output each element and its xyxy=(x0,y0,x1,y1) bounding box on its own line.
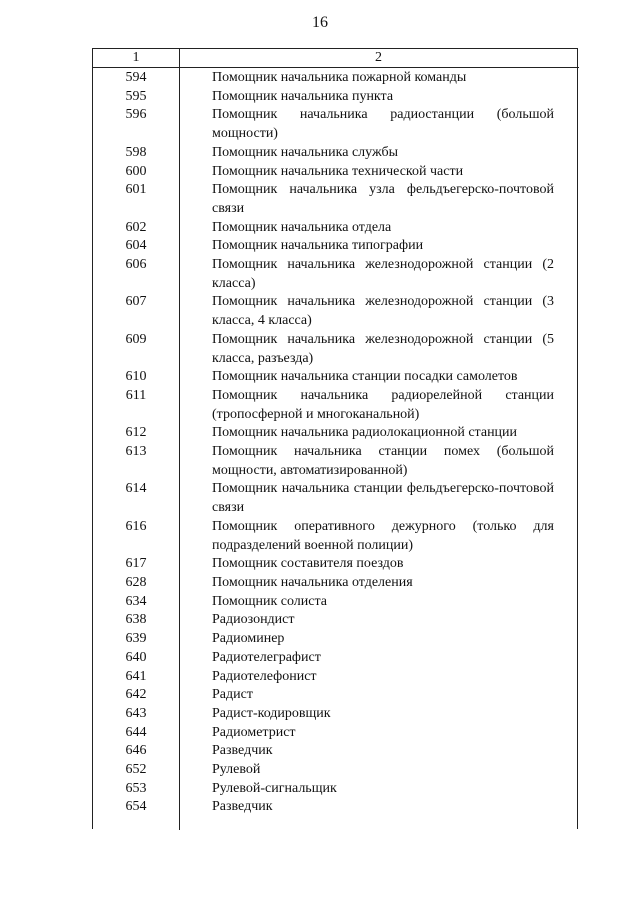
table-body xyxy=(93,69,579,817)
table-row xyxy=(93,780,579,799)
position-title: Помощник начальника пожарной команды xyxy=(212,70,467,85)
table-row xyxy=(93,724,579,743)
position-title: Помощник начальника станции фельдъегерско-почтовой связи xyxy=(212,481,554,516)
row-number: 638 xyxy=(125,612,147,628)
position-title: Радист-кодировщик xyxy=(212,705,331,721)
table-row xyxy=(93,256,579,293)
row-number: 604 xyxy=(125,238,147,254)
table-row xyxy=(93,237,579,256)
table-row xyxy=(93,686,579,705)
table-row xyxy=(93,705,579,724)
position-title: Радиотелеграфист xyxy=(212,649,321,665)
row-number: 595 xyxy=(125,88,147,104)
table-row xyxy=(93,574,579,593)
row-number: 596 xyxy=(125,107,147,123)
position-title: Помощник начальника узла фельдъегерско-почтовой связи xyxy=(212,182,554,216)
row-number: 628 xyxy=(125,574,147,590)
row-number: 607 xyxy=(125,294,147,310)
position-title: Помощник оперативного дежурного (только для подразделений военной полиции) xyxy=(212,518,554,553)
table-row xyxy=(93,668,579,687)
position-title: Помощник составителя поездов xyxy=(212,556,404,572)
position-title: Помощник начальника железнодорожной станции (3 класса, 4 класса) xyxy=(212,294,554,329)
row-number: 609 xyxy=(125,331,147,347)
row-number: 598 xyxy=(125,144,147,160)
table-row xyxy=(93,331,579,368)
row-number: 602 xyxy=(125,219,147,235)
row-number: 601 xyxy=(125,182,147,198)
table-row xyxy=(93,742,579,761)
position-title: Помощник начальника пункта xyxy=(212,88,394,104)
table-row xyxy=(93,443,579,480)
header-divider xyxy=(93,67,579,68)
row-number: 594 xyxy=(125,70,147,85)
table-row xyxy=(93,630,579,649)
position-title: Помощник начальника станции помех (большой мощности, автоматизированной) xyxy=(212,444,554,478)
position-title: Радиотелефонист xyxy=(212,668,317,684)
table-row xyxy=(93,387,579,424)
row-number: 600 xyxy=(125,163,147,179)
table-row xyxy=(93,424,579,443)
position-title: Рулевой-сигнальщик xyxy=(212,780,337,796)
position-title: Помощник солиста xyxy=(212,593,327,609)
positions-table xyxy=(92,48,578,829)
position-title: Разведчик xyxy=(212,799,273,815)
position-title: Рулевой xyxy=(212,762,261,778)
row-number: 613 xyxy=(125,444,147,460)
position-title: Помощник начальника радиорелейной станции (тропосферной и многоканальной) xyxy=(212,387,554,422)
table-row xyxy=(93,181,579,218)
position-title: Разведчик xyxy=(212,743,273,759)
position-title: Радист xyxy=(212,687,253,703)
row-number: 642 xyxy=(125,687,147,703)
table-row xyxy=(93,611,579,630)
position-title: Помощник начальника типографии xyxy=(212,238,424,254)
table-row xyxy=(93,798,579,817)
position-title: Помощник начальника отделения xyxy=(212,574,413,590)
table-row xyxy=(93,69,579,88)
row-number: 634 xyxy=(125,593,147,609)
row-number: 606 xyxy=(125,257,147,273)
row-number: 616 xyxy=(125,518,147,534)
position-title: Радиозондист xyxy=(212,612,295,628)
position-title: Радиоминер xyxy=(212,631,285,647)
position-title: Помощник начальника станции посадки самолетов xyxy=(212,369,518,385)
row-number: 646 xyxy=(125,743,147,759)
table-row xyxy=(93,761,579,780)
table-row xyxy=(93,88,579,107)
position-title: Помощник начальника отдела xyxy=(212,219,392,235)
table-row xyxy=(93,555,579,574)
row-number: 614 xyxy=(125,481,147,497)
position-title: Помощник начальника радиостанции (большой мощности) xyxy=(212,107,554,142)
table-row xyxy=(93,219,579,238)
table-row xyxy=(93,144,579,163)
page-number: 16 xyxy=(312,14,328,31)
row-number: 641 xyxy=(125,668,147,684)
table-row xyxy=(93,593,579,612)
table-row xyxy=(93,518,579,555)
table-row xyxy=(93,649,579,668)
position-title: Помощник начальника радиолокационной станции xyxy=(212,425,518,441)
row-number: 617 xyxy=(125,556,147,572)
position-title: Радиометрист xyxy=(212,724,296,740)
table-row xyxy=(93,106,579,143)
row-number: 644 xyxy=(125,724,147,740)
position-title: Помощник начальника технической части xyxy=(212,163,464,179)
row-number: 610 xyxy=(125,369,147,385)
row-number: 654 xyxy=(125,799,147,815)
position-title: Помощник начальника железнодорожной станции (5 класса, разъезда) xyxy=(212,331,554,366)
row-number: 653 xyxy=(125,780,147,796)
row-number: 639 xyxy=(125,631,147,647)
column-header-2: 2 xyxy=(375,50,382,65)
row-number: 612 xyxy=(125,425,147,441)
table-row xyxy=(93,293,579,330)
table-row xyxy=(93,368,579,387)
row-number: 611 xyxy=(125,387,147,403)
table-row xyxy=(93,480,579,517)
position-title: Помощник начальника службы xyxy=(212,144,398,160)
row-number: 652 xyxy=(125,762,147,778)
table-row xyxy=(93,163,579,182)
position-title: Помощник начальника железнодорожной станции (2 класса) xyxy=(212,257,554,291)
row-number: 643 xyxy=(125,705,147,721)
row-number: 640 xyxy=(125,649,147,665)
column-header-1: 1 xyxy=(132,50,140,65)
